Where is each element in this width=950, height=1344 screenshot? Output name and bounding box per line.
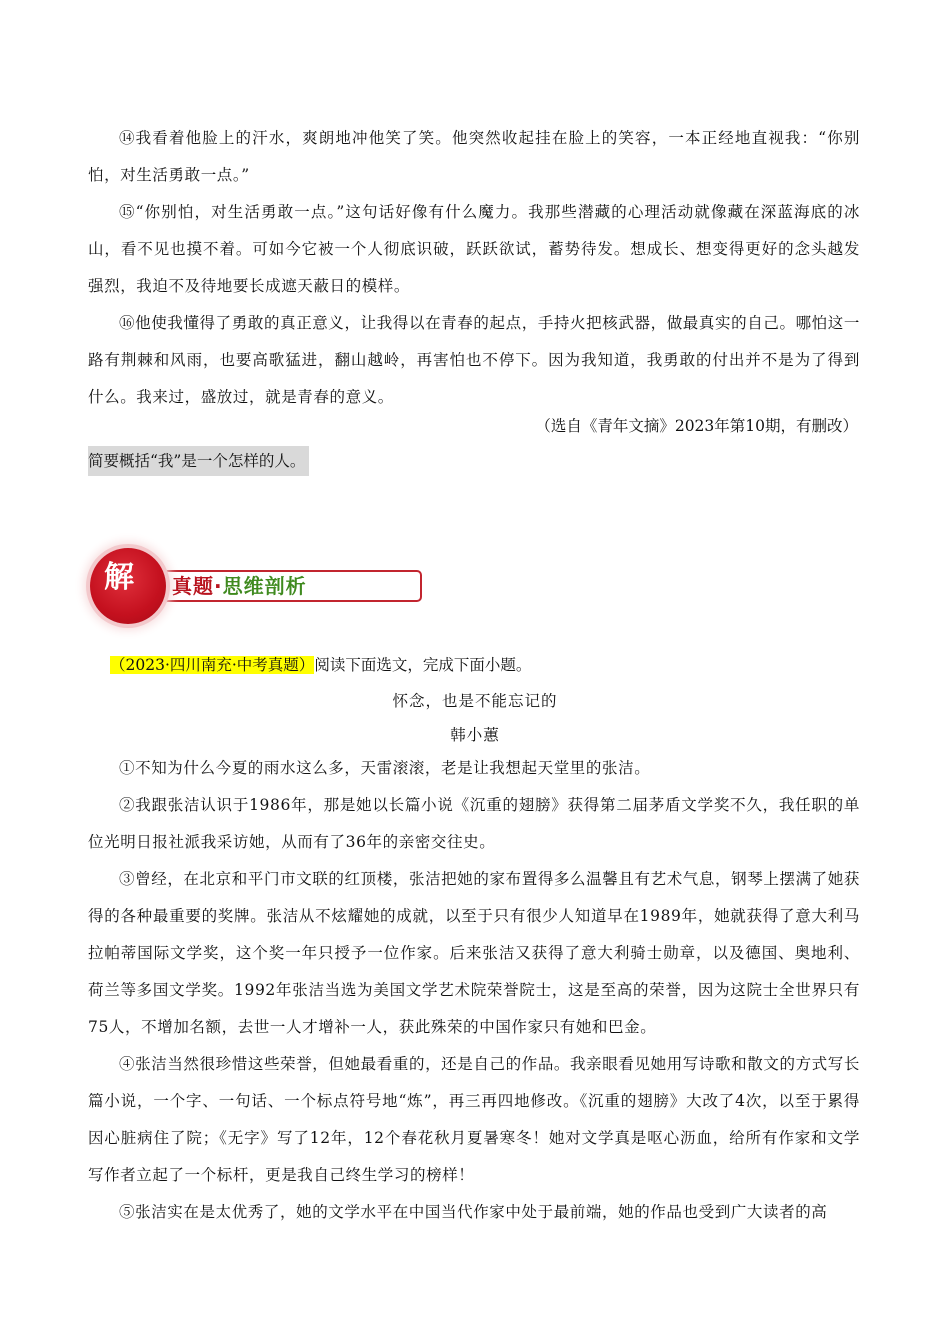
exam-source-tag: （2023·四川南充·中考真题） [110,656,315,674]
exercise-instruction: 阅读下面选文，完成下面小题。 [314,656,532,674]
exercise-intro [110,650,531,680]
banner-char: 解 [104,560,134,595]
article-paragraph-1: ①不知为什么今夏的雨水这么多，天雷滚滚，老是让我想起天堂里的张洁。 [119,759,651,777]
paragraph-14: ⑭我看着他脸上的汗水，爽朗地冲他笑了笑。他突然收起挂在脸上的笑容，一本正经地直视我：“你别怕，对生活勇敢一点。” [88,129,860,184]
banner-title-part-a: 真题 [172,574,214,598]
article-author: 韩小蕙 [450,726,500,744]
section-banner [90,548,380,620]
source-citation: （选自《青年文摘》2023年第10期，有删改） [535,417,858,435]
article-paragraph-2: ②我跟张洁认识于1986年，那是她以长篇小说《沉重的翅膀》获得第二届茅盾文学奖不久，我任职的单位光明日报社派我采访她，从而有了36年的亲密交往史。 [88,796,860,851]
banner-title-part-b: 思维剖析 [222,574,307,598]
article-paragraph-3: ③曾经，在北京和平门市文联的红顶楼，张洁把她的家布置得多么温馨且有艺术气息，钢琴上摆满了她获得的各种最重要的奖牌。张洁从不炫耀她的成就，以至于只有很少人知道早在1989年，她就获得了意大利马拉帕蒂国际文学奖，这个奖一年只授予一位作家。后来张洁又获得了意大利骑士勋章，以及德国、奥地利、荷兰等多国文学奖。1992年张洁当选为美国文学艺术院荣誉院士，这是至高的荣誉，因为这院士全世界只有75人，不增加名额，去世一人才增补一人，获此殊荣的中国作家只有她和巴金。 [88,870,860,1036]
article-paragraph-4: ④张洁当然很珍惜这些荣誉，但她最看重的，还是自己的作品。我亲眼看见她用写诗歌和散文的方式写长篇小说，一个字、一句话、一个标点符号地“炼”，再三再四地修改。《沉重的翅膀》大改了4次，以至于累得因心脏病住了院；《无字》写了12年，12个春花秋月夏暑寒冬！她对文学真是呕心沥血，给所有作家和文学写作者立起了一个标杆，更是我自己终生学习的榜样！ [88,1055,860,1184]
banner-title [172,570,307,599]
article-paragraph-5: ⑤张洁实在是太优秀了，她的文学水平在中国当代作家中处于最前端，她的作品也受到广大读者的高 [119,1203,828,1221]
banner-badge-icon [90,548,166,624]
paragraph-15: ⑮“你别怕，对生活勇敢一点。”这句话好像有什么魔力。我那些潜藏的心理活动就像藏在深蓝海底的冰山，看不见也摸不着。可如今它被一个人彻底识破，跃跃欲试，蓄势待发。想成长、想变得更好的念头越发强烈，我迫不及待地要长成遮天蔽日的模样。 [88,203,860,295]
banner-title-separator: · [214,574,223,598]
article-title: 怀念，也是不能忘记的 [392,692,558,710]
question-text: 简要概括“我”是一个怎样的人。 [88,446,309,476]
paragraph-16: ⑯他使我懂得了勇敢的真正意义，让我得以在青春的起点，手持火把核武器，做最真实的自己。哪怕这一路有荆棘和风雨，也要高歌猛进，翻山越岭，再害怕也不停下。因为我知道，我勇敢的付出并不是为了得到什么。我来过，盛放过，就是青春的意义。 [88,314,860,406]
